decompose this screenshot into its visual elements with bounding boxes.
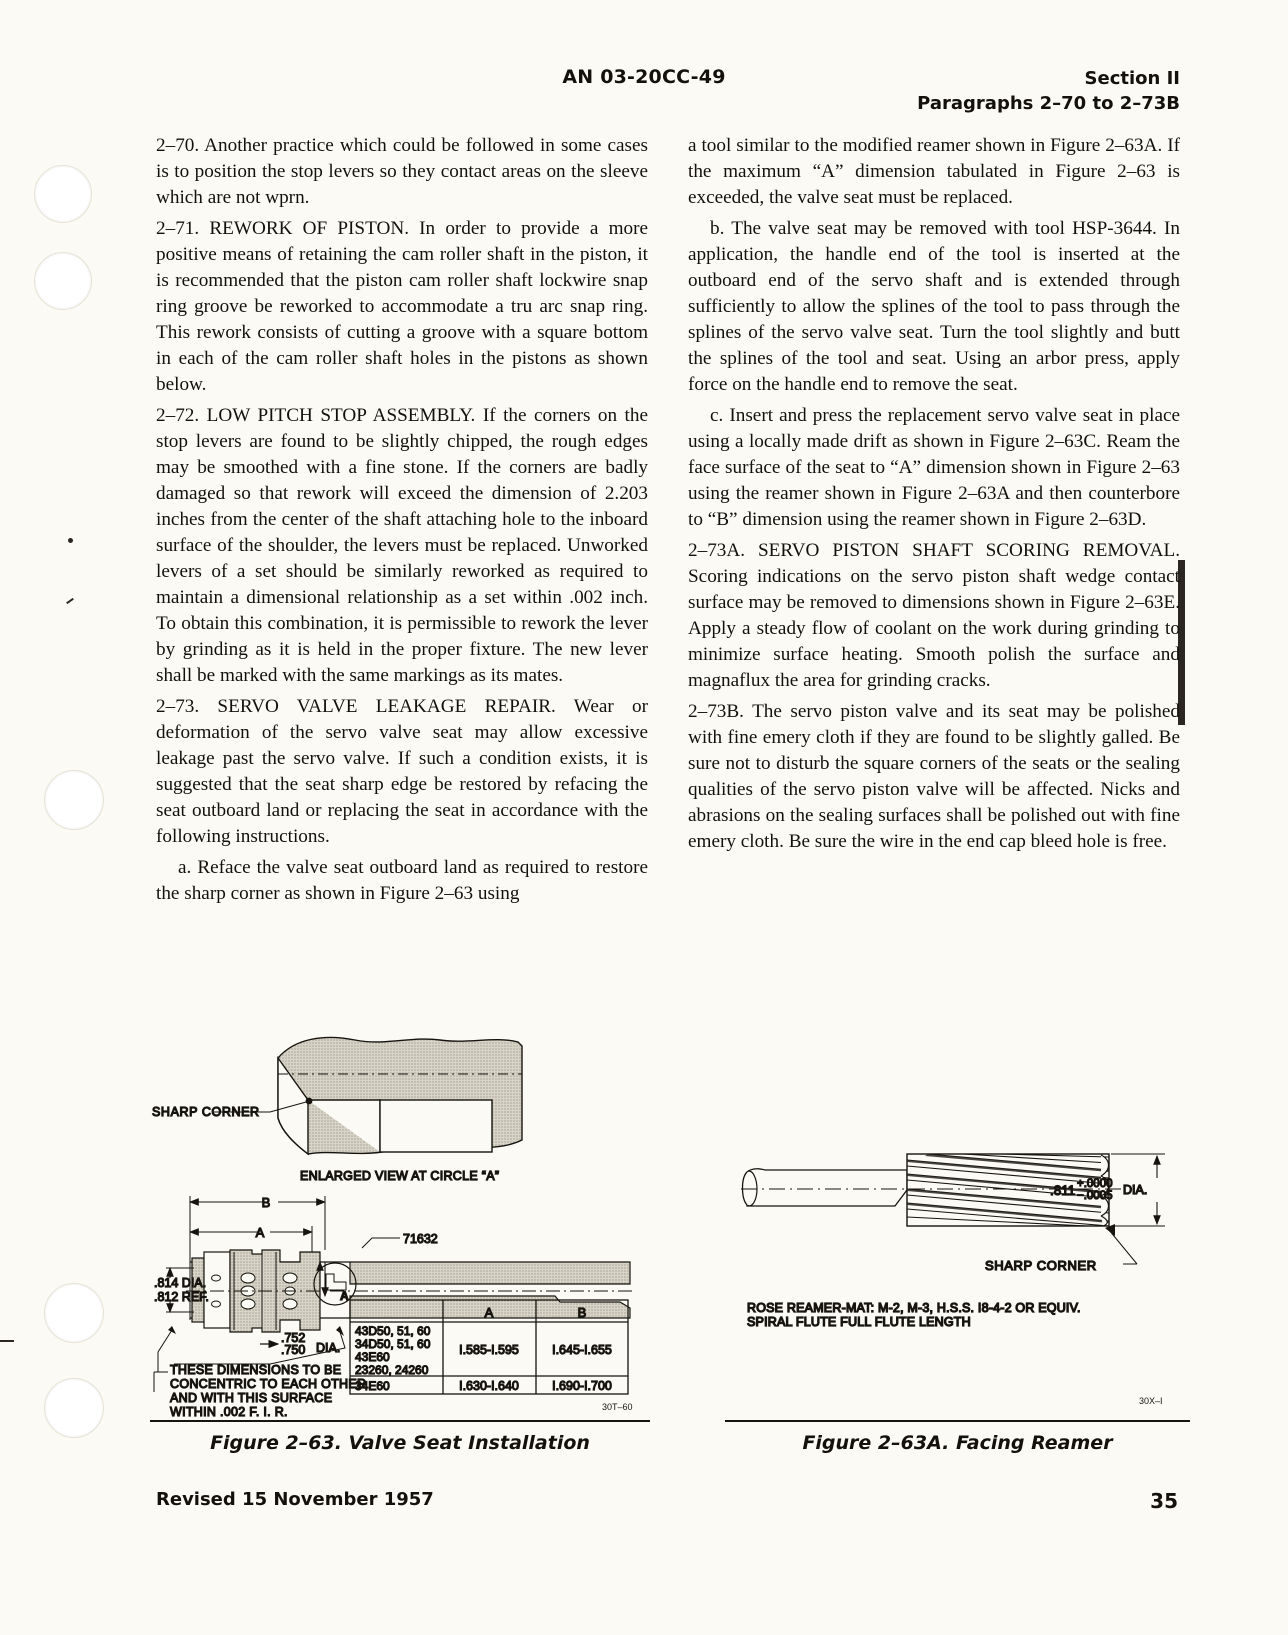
- figure-2-63A: [725, 1000, 1190, 1454]
- punch-hole: [34, 252, 92, 310]
- circle-a-label: A: [340, 1289, 349, 1303]
- section-label: Section II: [1084, 68, 1180, 89]
- table-row-0-a: I.585-I.595: [459, 1343, 519, 1357]
- dia-value-label: .811: [1050, 1183, 1076, 1198]
- punch-hole: [44, 1378, 104, 1438]
- reamer-note-line-1: ROSE REAMER-MAT: M-2, M-3, H.S.S. I8-4-2 OR EQUIV.: [747, 1301, 1081, 1315]
- body-columns: [156, 133, 1180, 903]
- note-line-3: AND WITH THIS SURFACE: [170, 1391, 333, 1405]
- figure-2-63: [150, 1000, 650, 1454]
- sharp-corner-callout-right: [1105, 1224, 1137, 1264]
- sharp-corner-label-left: SHARP CORNER: [152, 1105, 260, 1119]
- figure-2-63-drawing: [150, 1000, 650, 1420]
- table-row-0-b: I.645-I.655: [552, 1343, 612, 1357]
- dia-812-label: .812 REF.: [154, 1290, 209, 1304]
- dia-suffix-label-right: DIA.: [1123, 1183, 1148, 1197]
- paragraph-2-73A: 2–73A. SERVO PISTON SHAFT SCORING REMOVAL. Scoring indications on the servo piston shaft wedge contact surface may be removed to dimensions shown in Figure 2–63E. Apply a steady flow of coolant on the work during grinding to minimize surface heating. Smooth polish the surface and magnaflux the area for grinding cracks.: [688, 540, 1180, 691]
- paragraph-2-73: 2–73. SERVO VALVE LEAKAGE REPAIR. Wear or deformation of the servo valve seat may allow excessive leakage past the servo valve. If such a condition exists, it is suggested that the seat sharp edge be restored by refacing the seat outboard land or replacing the seat in accordance with the following instructions.: [156, 696, 648, 847]
- enlarged-view-label: ENLARGED VIEW AT CIRCLE “A”: [300, 1169, 500, 1183]
- table-row-1-a: I.630-I.640: [459, 1379, 519, 1393]
- figure-caption-right: Figure 2–63A. Facing Reamer: [802, 1432, 1113, 1454]
- dia-752-label: .752: [281, 1331, 306, 1345]
- drawing-number-right: 30X–I: [1139, 1396, 1163, 1406]
- sharp-corner-label-right: SHARP CORNER: [985, 1258, 1097, 1273]
- part-number-label: 71632: [403, 1232, 438, 1246]
- table-row-0-model-0: 43D50, 51, 60: [355, 1324, 431, 1338]
- table-row-0-model-1: 34D50, 51, 60: [355, 1337, 431, 1351]
- figure-2-63A-drawing: [725, 1000, 1190, 1420]
- paragraph-2-70: 2–70. Another practice which could be followed in some cases is to position the stop levers so they contact areas on the sleeve which are not wprn.: [156, 135, 648, 208]
- table-header-b: B: [577, 1305, 587, 1320]
- table-row-0-model-3: 23260, 24260: [355, 1363, 429, 1377]
- note-line-2: CONCENTRIC TO EACH OTHER: [170, 1377, 367, 1391]
- punch-hole: [44, 1283, 104, 1343]
- dia-suffix-label: DIA.: [316, 1341, 341, 1355]
- table-row-1-model-0: 34E60: [355, 1379, 390, 1393]
- note-line-1: THESE DIMENSIONS TO BE: [170, 1363, 342, 1377]
- table-row-0-model-2: 43E60: [355, 1350, 390, 1364]
- paragraph-continued: a tool similar to the modified reamer shown in Figure 2–63A. If the maximum “A” dimension tabulated in Figure 2–63 is exceeded, the valve seat must be replaced.: [688, 135, 1180, 208]
- punch-hole: [44, 770, 104, 830]
- paragraph-2-72: 2–72. LOW PITCH STOP ASSEMBLY. If the corners on the stop levers are found to be slightly chipped, the rough edges may be smoothed with a fine stone. If the corners are badly damaged so that rework will exceed the dimension of 2.203 inches from the center of the shaft attaching hole to the inboard surface of the shoulder, the levers must be replaced. Unworked levers of a set should be similarly reworked as required to maintain a dimensional relationship as a set within .002 inch. To obtain this combination, it is permissible to rework the lever by grinding as it is held in the proper fixture. The new lever shall be marked with the same markings as its mates.: [156, 405, 648, 686]
- revision-date: Revised 15 November 1957: [156, 1489, 434, 1510]
- dim-a-label: A: [255, 1225, 265, 1240]
- dia-814-label: .814 DIA.: [154, 1276, 207, 1290]
- page-edge-line: [0, 1340, 14, 1342]
- enlarged-view-detail: [214, 1037, 522, 1154]
- right-column: [688, 133, 1180, 903]
- table-header-a: A: [484, 1305, 494, 1320]
- figure-rule-right: [725, 1420, 1190, 1422]
- tolerance-lower-label: −.0005: [1077, 1190, 1113, 1202]
- drawing-number-left: 30T–60: [602, 1402, 633, 1412]
- figure-rule-left: [150, 1420, 650, 1422]
- left-column: [156, 133, 648, 903]
- page-number: 35: [1150, 1489, 1178, 1513]
- paragraph-2-73-a: a. Reface the valve seat outboard land as required to restore the sharp corner as shown in Figure 2–63 using: [156, 857, 648, 904]
- paragraph-range: Paragraphs 2–70 to 2–73B: [917, 93, 1180, 114]
- reamer-note-line-2: SPIRAL FLUTE FULL FLUTE LENGTH: [747, 1315, 971, 1329]
- document-number: AN 03-20CC-49: [562, 66, 726, 88]
- page-header: [0, 66, 1288, 118]
- margin-dot: [68, 538, 73, 543]
- dim-b-label: B: [261, 1195, 271, 1210]
- table-row-1-b: I.690-I.700: [552, 1379, 612, 1393]
- paragraph-2-73-b: b. The valve seat may be removed with tool HSP-3644. In application, the handle end of the tool is inserted at the outboard end of the servo shaft and is extended through sufficiently to allow the splines of the tool to pass through the splines of the servo valve seat. Turn the tool slightly and butt the splines of the tool and seat. Using an arbor press, apply force on the handle end to remove the seat.: [688, 218, 1180, 395]
- tolerance-upper-label: +.0000: [1077, 1178, 1113, 1190]
- valve-seat-assembly: [186, 1250, 636, 1332]
- paragraph-2-73B: 2–73B. The servo piston valve and its seat may be polished with fine emery cloth if they are found to be slightly galled. Be sure not to disturb the square corners of the seats or the sealing qualities of the servo piston valve will be affected. Nicks and abrasions on the sealing surfaces shall be polished out with fine emery cloth. Be sure the wire in the end cap bleed hole is free.: [688, 701, 1180, 852]
- note-line-4: WITHIN .002 F. I. R.: [170, 1405, 288, 1419]
- paragraph-2-71: 2–71. REWORK OF PISTON. In order to provide a more positive means of retaining the cam roller shaft in the piston, it is recommended that the piston cam roller shaft lockwire snap ring groove be reworked to accommodate a tru arc snap ring. This rework consists of cutting a groove with a square bottom in each of the cam roller shaft holes in the pistons as shown below.: [156, 218, 648, 395]
- dia-750-label: .750: [281, 1343, 306, 1357]
- figure-caption-left: Figure 2–63. Valve Seat Installation: [210, 1432, 590, 1454]
- paragraph-2-73-c: c. Insert and press the replacement servo valve seat in place using a locally made drift as shown in Figure 2–63C. Ream the face surface of the seat to “A” dimension shown in Figure 2–63 using the reamer shown in Figure 2–63A and then counterbore to “B” dimension using the reamer shown in Figure 2–63D.: [688, 405, 1180, 530]
- margin-tick: [66, 598, 74, 604]
- punch-hole: [34, 165, 92, 223]
- figures-area: [150, 1000, 1190, 1470]
